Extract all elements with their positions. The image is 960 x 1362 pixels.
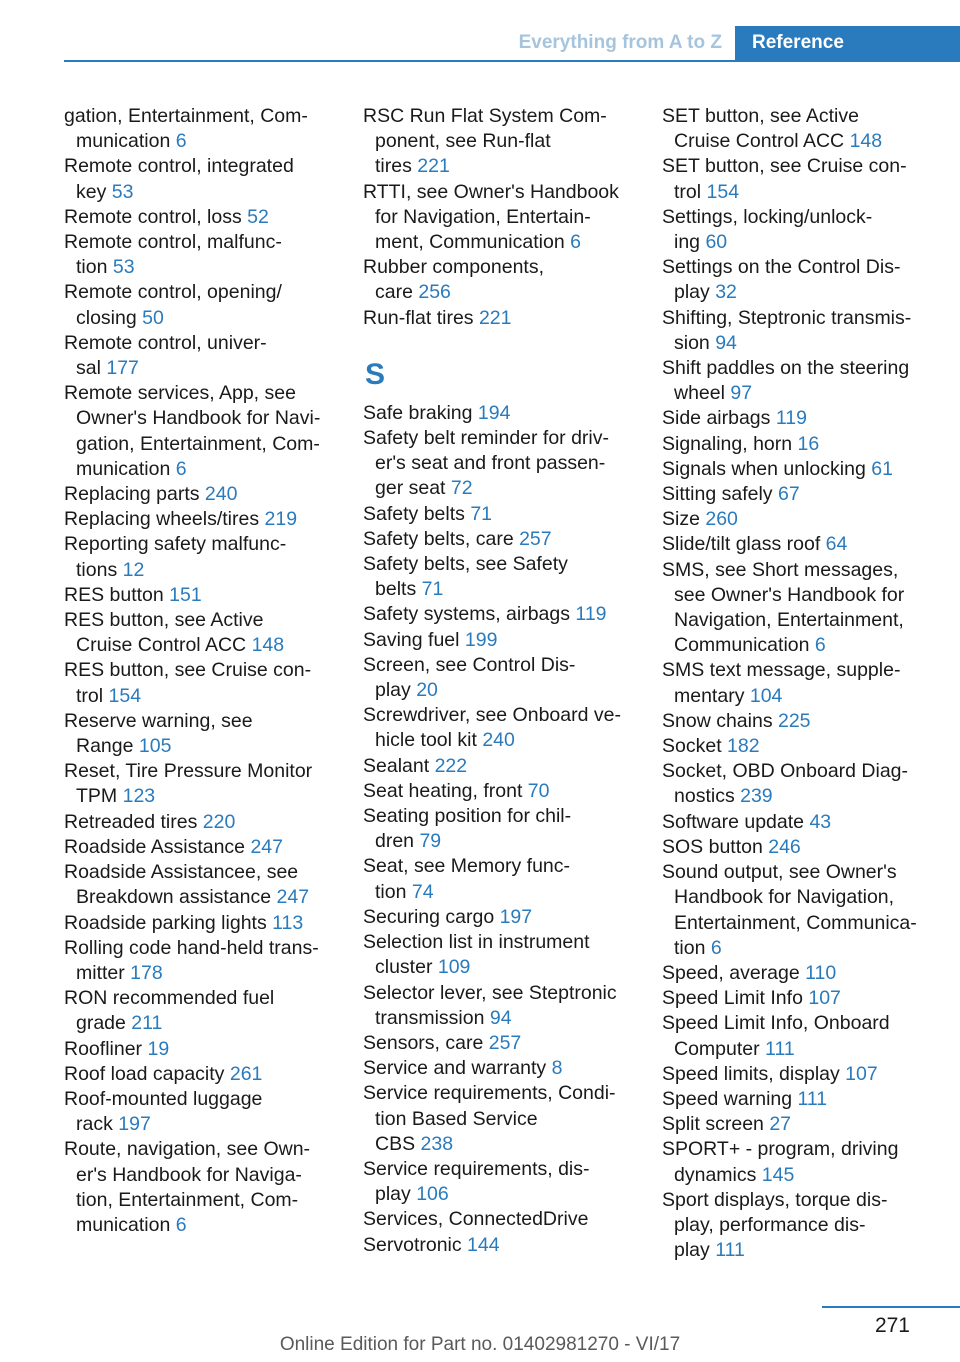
page-link[interactable]: 225 [777,709,811,732]
index-term: Securing cargo [363,905,500,928]
page-link[interactable]: 53 [112,256,135,279]
index-term: Screwdriver, see Onboard ve- hicle tool kit [363,704,621,752]
index-entry [662,1137,952,1187]
index-entry [363,180,641,256]
index-term: Rubber components, care [363,256,545,304]
page-link[interactable]: 6 [710,936,722,959]
page-link[interactable]: 211 [131,1012,163,1035]
index-entry [662,104,952,154]
index-entry [662,1087,952,1112]
index-entry [662,835,952,860]
index-term: SPORT+ - program, driving dynamics [662,1138,899,1186]
index-entry [662,507,952,532]
page-link[interactable]: 239 [740,785,773,808]
index-entry [662,457,952,482]
page-link[interactable]: 61 [871,457,893,480]
index-entry [363,854,641,904]
index-term: Service requirements, Condi- tion Based Service CBS [363,1082,616,1155]
page-link[interactable]: 111 [765,1037,795,1060]
index-entry [363,502,641,527]
index-term: Seat, see Memory func- tion [363,855,570,903]
page-link[interactable]: 71 [421,578,444,601]
page-link[interactable]: 154 [108,684,142,707]
index-term: Remote control, univer- sal [64,331,267,380]
index-entry [662,154,952,204]
index-term: Roof-mounted luggage rack [64,1087,263,1136]
page-link[interactable]: 260 [705,508,738,531]
index-term: Sealant [363,754,435,777]
index-entry [363,779,641,804]
page-link[interactable]: 257 [488,1031,522,1054]
index-term: Shift paddles on the steering wheel [662,357,910,405]
index-column-1 [64,104,339,1238]
index-term: Speed warning [662,1087,798,1110]
index-entry [64,583,339,608]
page-link[interactable]: 19 [147,1037,170,1060]
index-term: Safety belts [363,502,471,525]
page-link[interactable]: 53 [111,180,134,203]
edition-footer: Online Edition for Part no. 01402981270 - VI/17 [279,1334,681,1355]
page-link[interactable]: 43 [809,810,832,833]
index-entry [662,205,952,255]
index-term: RES button, see Active Cruise Control ACC [64,609,264,657]
index-term: Roofliner [64,1037,148,1060]
index-entry [64,986,339,1036]
index-entry [363,602,641,627]
index-entry [363,527,641,552]
page-link[interactable]: 240 [482,729,515,752]
index-entry [363,981,641,1031]
index-entry [64,1037,339,1062]
index-entry [363,930,641,980]
page-link[interactable]: 151 [169,583,202,606]
page-link[interactable]: 238 [420,1132,454,1155]
index-term: Signals when unlocking [662,457,872,480]
index-entry [363,1056,641,1081]
index-term: Slide/tilt glass roof [662,533,826,556]
page-link[interactable]: 222 [434,754,468,777]
index-entry [662,1011,952,1061]
index-term: Remote services, App, see Owner's Handbook for Navi- gation, Entertainment, Com- munication [64,382,321,480]
index-entry [363,104,641,180]
index-entry [64,759,339,809]
index-term: RSC Run Flat System Com- ponent, see Run-flat tires [363,105,607,178]
index-entry [64,860,339,910]
index-entry [64,205,339,230]
index-term: Saving fuel [363,628,465,651]
index-term: Reporting safety malfunc- tions [64,533,287,581]
page-link[interactable]: 67 [777,483,800,506]
page-link[interactable]: 178 [130,961,163,984]
index-term: Reserve warning, see Range [64,709,253,758]
page-link[interactable]: 154 [706,180,740,203]
page-link[interactable]: 247 [276,886,310,909]
index-entry [662,860,952,961]
page-link[interactable]: 72 [450,477,473,500]
index-entry [64,104,339,154]
index-entry [662,532,952,557]
page-link[interactable]: 111 [797,1087,828,1110]
index-entry [662,406,952,431]
page-link[interactable]: 52 [247,205,269,228]
page-link[interactable]: 105 [138,735,172,758]
page-link[interactable]: 64 [825,533,848,556]
page-link[interactable]: 182 [727,735,760,758]
index-term: Signaling, horn [662,432,798,455]
index-entry [64,230,339,280]
index-entry [363,1207,641,1232]
index-entry [363,255,641,305]
index-entry [64,1137,339,1238]
index-column-2 [363,104,641,1258]
index-term: Rolling code hand-held trans- mitter [64,936,319,984]
page-link[interactable]: 194 [477,401,511,424]
index-term: Services, ConnectedDrive [363,1208,589,1231]
index-term: Safety belts, care [363,527,520,550]
index-term: Sound output, see Owner's Handbook for Navigation, Entertainment, Communica- tion [662,861,917,959]
page-link[interactable]: 27 [769,1113,792,1136]
index-term: Selector lever, see Steptronic transmission [363,981,617,1029]
index-entry [662,306,952,356]
page-link[interactable]: 70 [527,779,550,802]
index-term: Seat heating, front [363,779,528,802]
page-link[interactable]: 199 [464,628,498,651]
index-term: Run-flat tires [363,306,479,329]
index-entry [64,709,339,759]
index-term: Software update [662,810,810,833]
index-term: Remote control, opening/ closing [64,281,282,329]
index-entry [363,401,641,426]
page-link[interactable]: 221 [417,155,450,178]
index-term: Roof load capacity [64,1062,230,1085]
page-link[interactable]: 145 [761,1163,795,1186]
page-number: 271 [874,1314,910,1337]
index-term: Sitting safely [662,483,778,506]
page-link[interactable]: 247 [250,835,283,858]
index-entry [363,1233,641,1258]
index-term: Remote control, loss [64,205,248,228]
page-link[interactable]: 94 [715,331,737,354]
page-link[interactable]: 144 [467,1233,500,1256]
index-entry [662,810,952,835]
footer-rule [822,1306,960,1308]
index-entry [662,961,952,986]
page-link[interactable]: 148 [849,130,883,153]
index-term: Settings, locking/unlock- ing [662,205,873,254]
index-term: Split screen [662,1113,770,1136]
header-rule [64,60,960,62]
index-term: Safety belt reminder for driv- er's seat and front passen- ger seat [363,427,610,500]
index-entry [662,1062,952,1087]
index-term: Remote control, integrated key [64,155,294,203]
index-term: Servotronic [363,1233,468,1256]
index-entry [363,306,641,331]
index-term: Speed Limit Info, Onboard Computer [662,1012,890,1060]
index-entry [64,381,339,482]
page-link[interactable]: 71 [470,502,493,525]
page-link[interactable]: 107 [808,987,841,1010]
index-entry [363,1031,641,1056]
index-entry [363,1157,641,1207]
index-entry [64,1087,339,1137]
page-link[interactable]: 104 [749,684,783,707]
page-link[interactable]: 109 [437,956,471,979]
page-link[interactable]: 261 [229,1062,263,1085]
index-entry [64,532,339,582]
index-entry [662,658,952,708]
index-entry [363,628,641,653]
page-link[interactable]: 113 [272,911,304,934]
page-link[interactable]: 60 [705,231,728,254]
index-entry [64,911,339,936]
page-link[interactable]: 74 [411,880,434,903]
index-term: Safety belts, see Safety belts [363,553,568,601]
index-term: RES button, see Cruise con- trol [64,659,312,707]
index-term: Roadside Assistance [64,835,251,858]
index-term: Selection list in instrument cluster [363,931,590,979]
page-link[interactable]: 119 [575,603,607,626]
index-entry [662,356,952,406]
page-link[interactable]: 246 [768,835,801,858]
page-link[interactable]: 110 [805,961,837,984]
page-link[interactable]: 111 [715,1239,745,1262]
index-entry [64,154,339,204]
page-link[interactable]: 94 [489,1006,512,1029]
chapter-tab: Reference [735,26,960,60]
page-header [0,0,960,62]
index-term: Settings on the Control Dis- play [662,256,901,304]
index-term: RES button [64,583,170,606]
page-link[interactable]: 257 [519,527,552,550]
index-term: Reset, Tire Pressure Monitor TPM [64,760,313,808]
page-link[interactable]: 240 [204,483,238,506]
page-link[interactable]: 197 [499,905,533,928]
page-link[interactable]: 123 [122,785,156,808]
index-entry [662,255,952,305]
index-term: Size [662,508,706,531]
index-term: Remote control, malfunc- tion [64,231,282,279]
index-term: Sport displays, torque dis- play, performance dis- play [662,1188,888,1262]
index-term: Route, navigation, see Own- er's Handbook for Naviga- tion, Entertainment, Com- munication [64,1138,311,1236]
page-link[interactable]: 79 [419,830,442,853]
index-entry [64,658,339,708]
page-link[interactable]: 221 [478,306,512,329]
index-entry [363,552,641,602]
index-entry [662,734,952,759]
index-entry [64,936,339,986]
index-entry [363,703,641,753]
index-term: Safe braking [363,401,478,424]
index-term: SOS button [662,835,769,858]
index-term: Roadside Assistancee, see Breakdown assistance [64,861,299,909]
page-link[interactable]: 6 [570,231,581,254]
page-link[interactable]: 177 [106,357,139,380]
index-entry [363,426,641,502]
index-entry [662,432,952,457]
page-link[interactable]: 6 [814,634,826,657]
index-term: SET button, see Active Cruise Control ACC [662,105,859,153]
page-link[interactable]: 256 [418,281,451,304]
index-term: Retreaded tires [64,810,203,833]
index-column-3 [662,104,952,1263]
index-term: Speed, average [662,961,806,984]
index-term: Seating position for chil- dren [363,805,572,853]
index-term: Socket, OBD Onboard Diag- nostics [662,760,909,808]
index-term: gation, Entertainment, Com- munication [64,105,308,153]
index-term: Replacing parts [64,483,205,506]
index-term: Replacing wheels/tires [64,508,265,531]
page-link[interactable]: 148 [251,634,285,657]
index-entry [64,280,339,330]
page-link[interactable]: 32 [715,281,737,304]
index-term: Speed limits, display [662,1062,846,1085]
index-term: Service requirements, dis- play [363,1157,590,1206]
page-link[interactable]: 16 [797,432,820,455]
index-entry [64,1062,339,1087]
page-link[interactable]: 106 [416,1183,449,1206]
page-link[interactable]: 20 [416,679,438,702]
index-entry [662,759,952,809]
index-entry [662,709,952,734]
index-term: Screen, see Control Dis- play [363,653,576,702]
page-link[interactable]: 119 [775,407,807,430]
index-entry [64,507,339,532]
index-entry [363,905,641,930]
index-term: Safety systems, airbags [363,603,576,626]
index-entry [363,754,641,779]
page-link[interactable]: 6 [175,130,187,153]
letter-heading: S [365,357,386,391]
index-entry [363,804,641,854]
index-term: Snow chains [662,709,778,732]
index-term: Socket [662,735,728,758]
index-term: Service and warranty [363,1057,552,1080]
page-link[interactable]: 12 [122,558,145,581]
page-link[interactable]: 50 [142,306,164,329]
index-term: Roadside parking lights [64,911,273,934]
index-entry [64,608,339,658]
index-term: Shifting, Steptronic transmis- sion [662,306,912,354]
index-entry [64,482,339,507]
index-term: SET button, see Cruise con- trol [662,155,907,203]
index-entry [363,653,641,703]
index-term: SMS text message, supple- mentary [662,659,901,707]
index-entry [363,1081,641,1157]
index-term: Sensors, care [363,1031,489,1054]
index-term: SMS, see Short messages, see Owner's Handbook for Navigation, Entertainment, Communication [662,558,905,657]
index-entry [64,835,339,860]
section-title: Everything from A to Z [518,32,722,53]
index-entry [662,482,952,507]
index-term: Speed Limit Info [662,987,809,1010]
page-link[interactable]: 220 [202,810,236,833]
page-link[interactable]: 6 [175,1213,187,1236]
page-link[interactable]: 107 [845,1062,878,1085]
index-term: Side airbags [662,407,776,430]
index-entry [662,558,952,659]
index-entry [662,1112,952,1137]
page-link[interactable]: 219 [264,508,298,531]
page-link[interactable]: 8 [551,1057,563,1080]
index-term: RTTI, see Owner's Handbook for Navigation, Entertain- ment, Communication [363,180,619,254]
index-entry [64,331,339,381]
page-link[interactable]: 197 [118,1113,151,1136]
index-entry [662,1188,952,1264]
index-entry [662,986,952,1011]
index-term: RON recommended fuel grade [64,987,275,1035]
page-link[interactable]: 6 [175,457,187,480]
page-link[interactable]: 97 [730,382,753,405]
index-entry [64,810,339,835]
